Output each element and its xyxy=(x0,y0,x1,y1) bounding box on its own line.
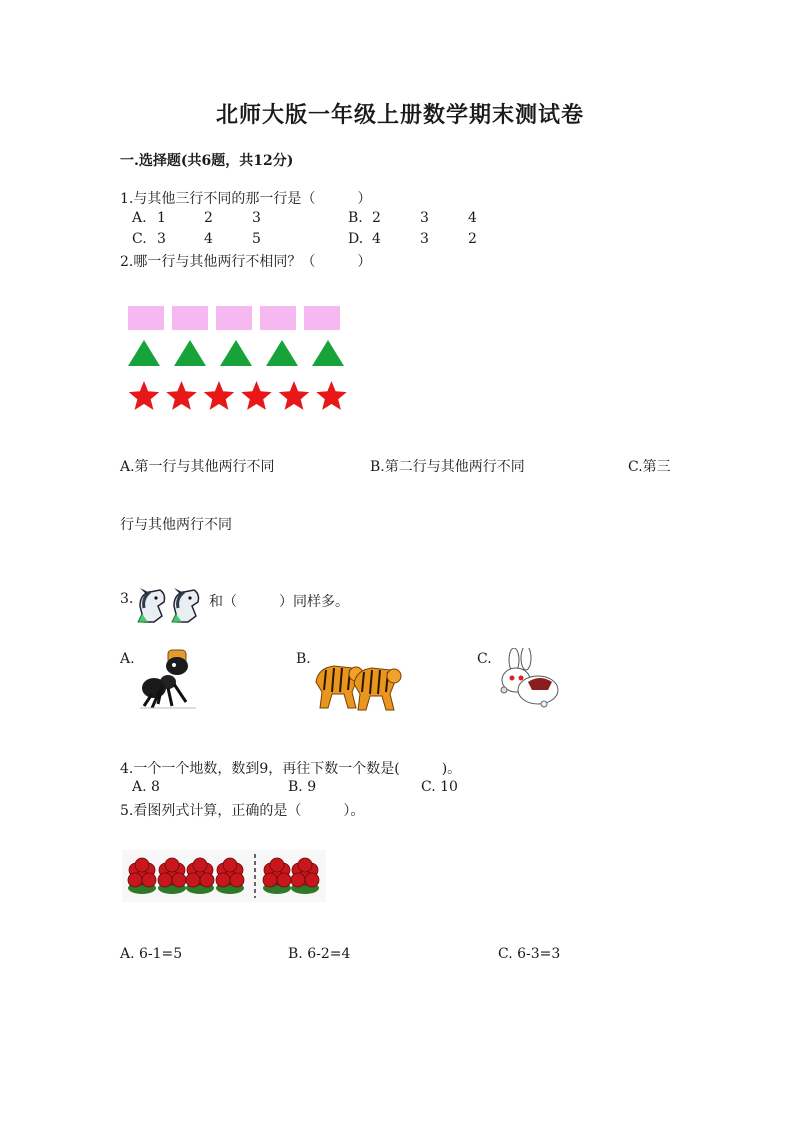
q5-option-c[interactable]: C. 6-3=3 xyxy=(498,946,561,962)
horse-heads-image xyxy=(134,586,206,626)
red-star xyxy=(204,381,234,410)
q3-option-b[interactable]: B. xyxy=(296,651,311,667)
q2-option-c[interactable]: C.第三 xyxy=(628,459,671,475)
pink-square xyxy=(216,306,252,330)
red-star xyxy=(166,381,196,410)
q1-b-val: 2 xyxy=(372,210,381,226)
q2-stem: 2.哪一行与其他两行不相同？（ ） xyxy=(120,254,372,270)
q1-a-val: 1 xyxy=(157,210,166,226)
q1-stem: 1.与其他三行不同的那一行是（ ） xyxy=(120,191,372,207)
q4-option-b[interactable]: B. 9 xyxy=(288,779,317,795)
q3-option-a[interactable]: A. xyxy=(120,651,135,667)
q1-c-val: 5 xyxy=(252,231,261,247)
rabbit-image xyxy=(494,648,562,710)
green-triangle xyxy=(128,340,160,366)
q1-a-val: 2 xyxy=(204,210,213,226)
q3-stem: 和（ ）同样多。 xyxy=(209,594,349,610)
q2-option-c-continued: 行与其他两行不同 xyxy=(120,517,232,533)
red-star xyxy=(241,381,271,410)
pink-square xyxy=(128,306,164,330)
green-triangle xyxy=(220,340,252,366)
q1-d-label: D. xyxy=(348,231,364,247)
green-triangle xyxy=(174,340,206,366)
q1-b-label: B. xyxy=(348,210,363,226)
tigers-image xyxy=(312,652,402,712)
q1-c-val: 3 xyxy=(157,231,166,247)
q3-option-c[interactable]: C. xyxy=(477,651,492,667)
q2-option-b[interactable]: B.第二行与其他两行不同 xyxy=(370,459,525,475)
pink-square xyxy=(172,306,208,330)
green-triangle xyxy=(312,340,344,366)
red-star xyxy=(279,381,309,410)
ant-image xyxy=(138,648,200,712)
q4-stem: 4.一个一个地数，数到9，再往下数一个数是( )。 xyxy=(120,761,462,777)
roses-figure xyxy=(122,850,326,902)
q1-d-val: 3 xyxy=(420,231,429,247)
red-star xyxy=(129,381,159,410)
shapes-figure xyxy=(122,302,352,414)
q3-number: 3. xyxy=(120,591,134,607)
q4-option-c[interactable]: C. 10 xyxy=(421,779,458,795)
pink-square xyxy=(304,306,340,330)
q1-a-val: 3 xyxy=(252,210,261,226)
q1-c-label: C. xyxy=(132,231,147,247)
q5-option-a[interactable]: A. 6-1=5 xyxy=(120,946,183,962)
q1-c-val: 4 xyxy=(204,231,213,247)
green-triangle xyxy=(266,340,298,366)
q5-option-b[interactable]: B. 6-2=4 xyxy=(288,946,351,962)
q1-b-val: 4 xyxy=(468,210,477,226)
red-star xyxy=(316,381,346,410)
q4-option-a[interactable]: A. 8 xyxy=(132,779,160,795)
q1-d-val: 2 xyxy=(468,231,477,247)
page-title: 北师大版一年级上册数学期末测试卷 xyxy=(215,102,584,128)
pink-square xyxy=(260,306,296,330)
q1-b-val: 3 xyxy=(420,210,429,226)
section-heading: 一.选择题(共6题，共12分) xyxy=(120,153,294,169)
q1-d-val: 4 xyxy=(372,231,381,247)
q2-option-a[interactable]: A.第一行与其他两行不同 xyxy=(120,459,275,475)
q1-a-label: A. xyxy=(132,210,147,226)
q5-stem: 5.看图列式计算，正确的是（ ）。 xyxy=(120,803,365,819)
